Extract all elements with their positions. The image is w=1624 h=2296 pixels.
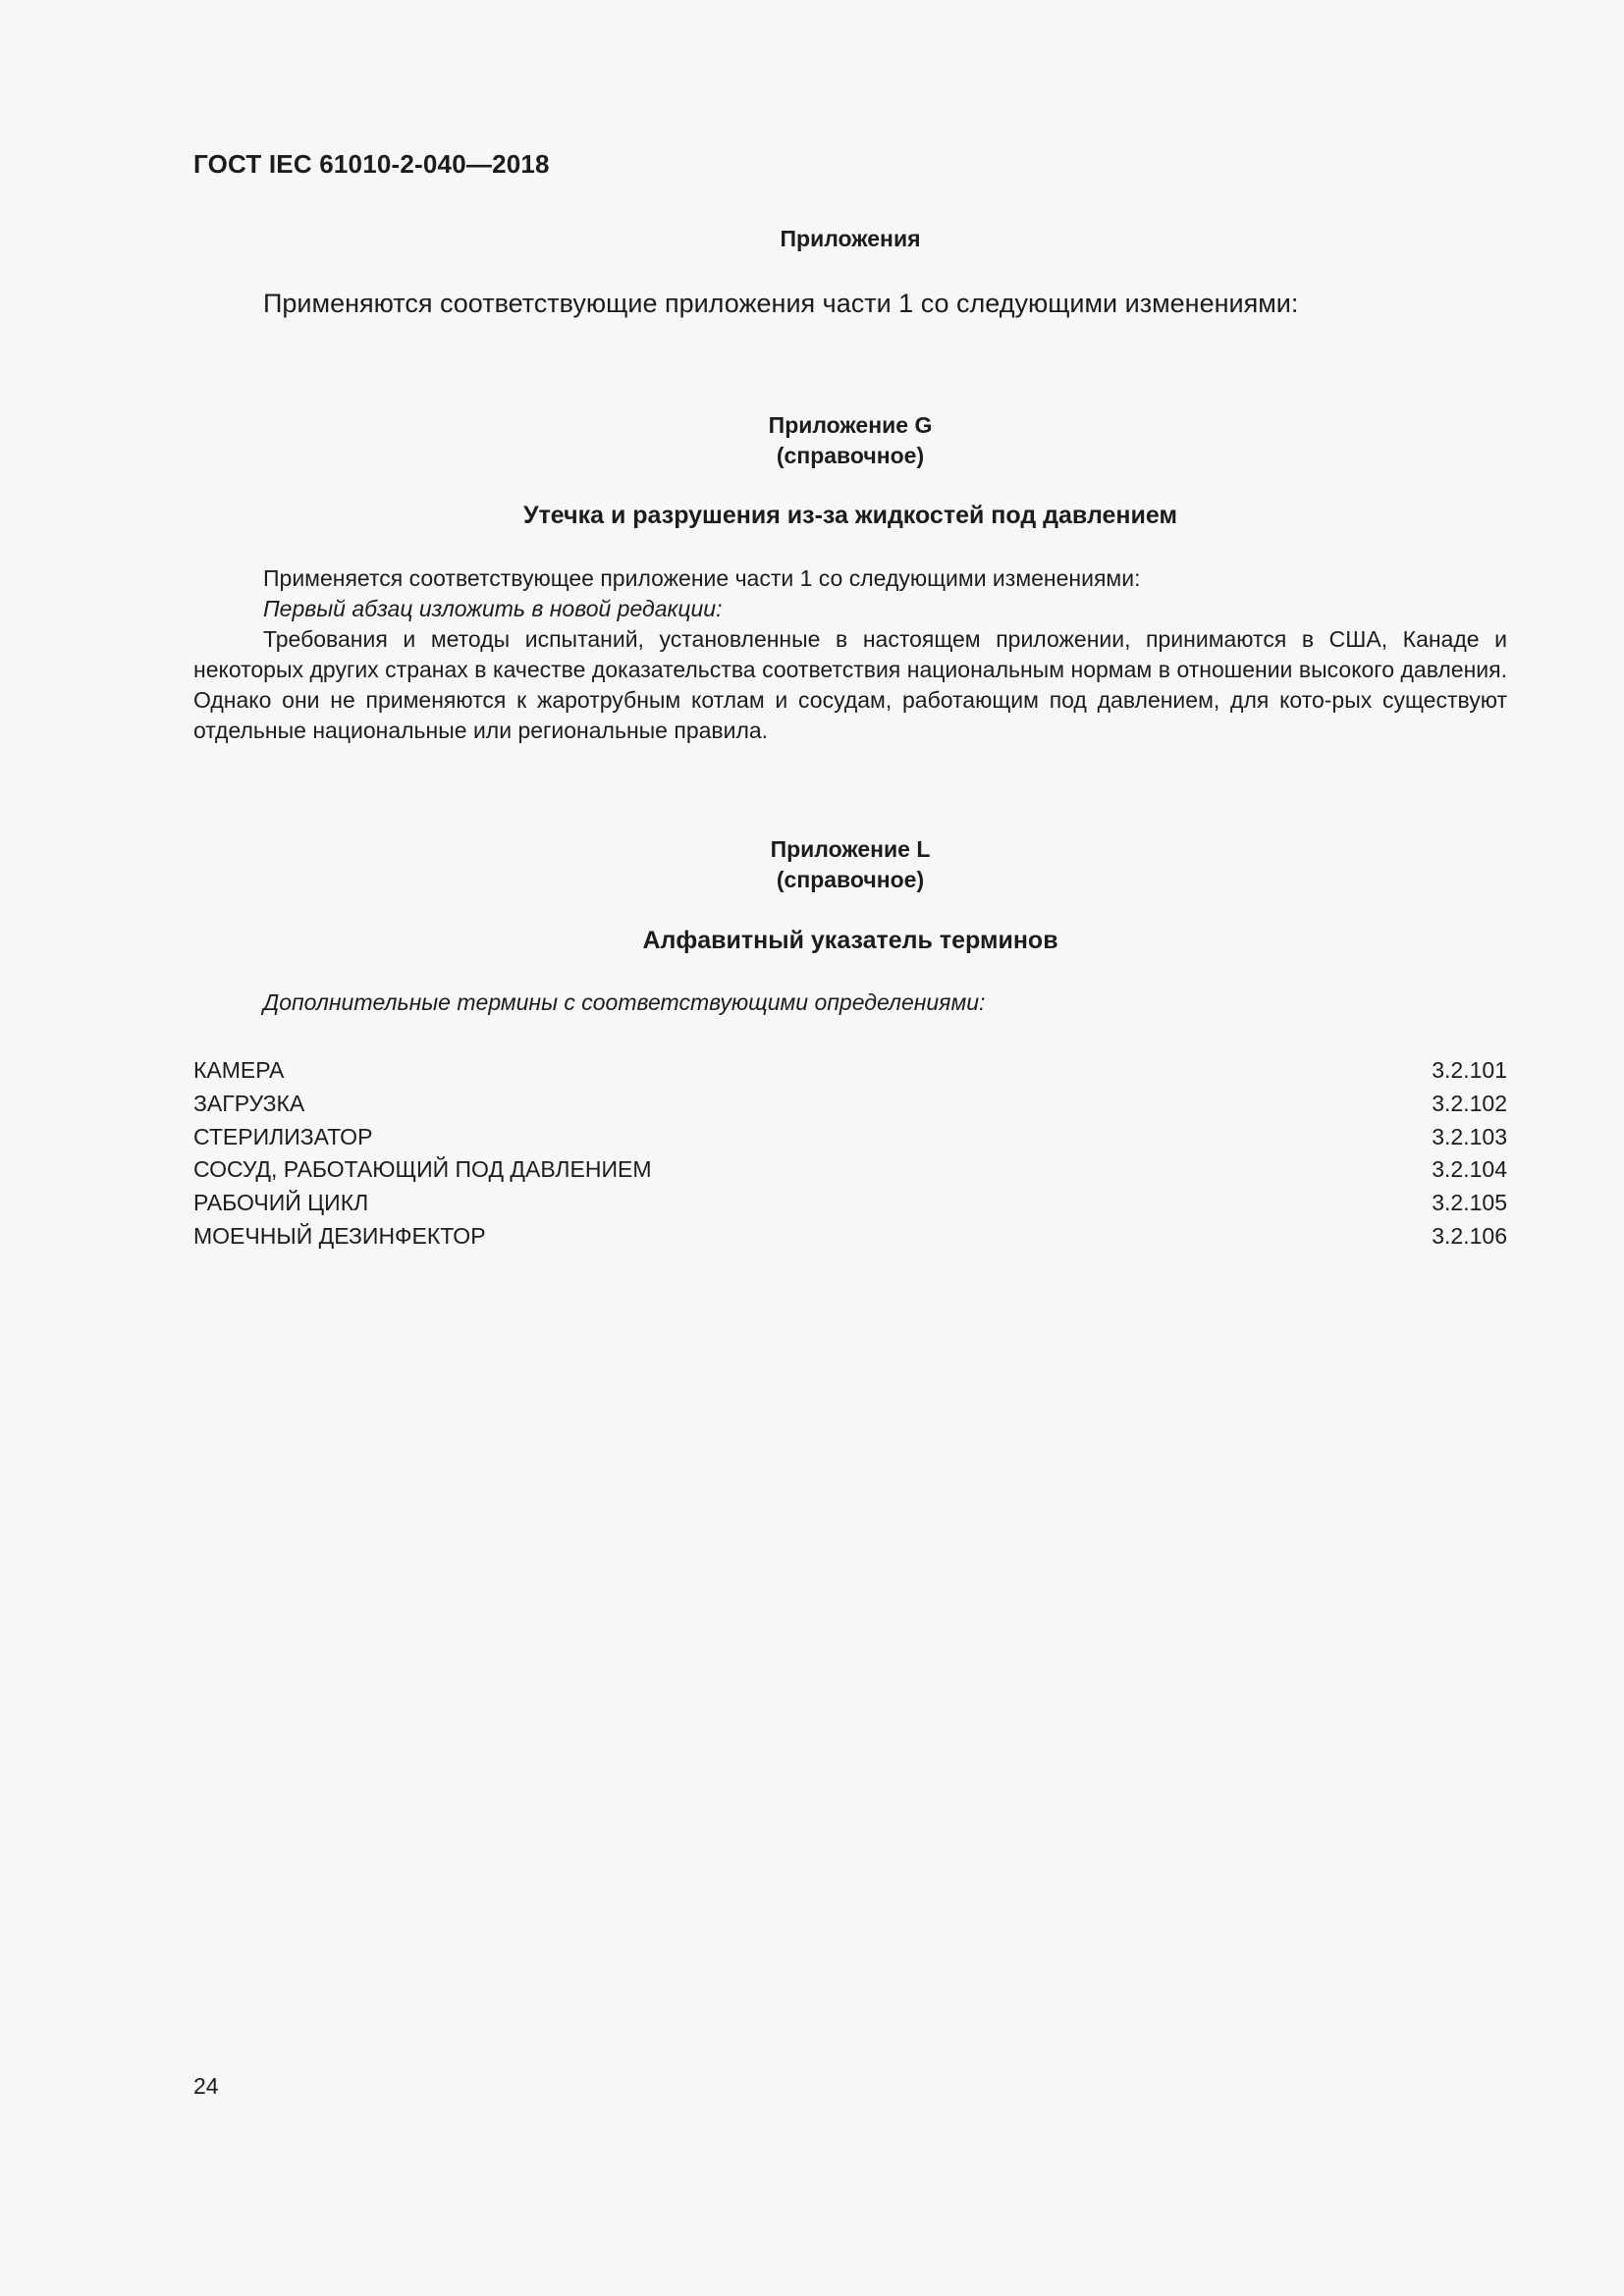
term-row xyxy=(193,1054,1507,1088)
appendices-intro: Применяются соответствующие приложения части 1 со следующими изменениями: xyxy=(263,289,1299,318)
term-ref: 3.2.103 xyxy=(1432,1123,1507,1149)
term-name: СТЕРИЛИЗАТОР xyxy=(193,1123,373,1149)
appendix-l-label: Приложение L xyxy=(770,836,931,862)
appendix-l-intro: Дополнительные термины с соответствующими определениями: xyxy=(263,989,986,1015)
term-ref: 3.2.102 xyxy=(1432,1090,1507,1116)
appendix-l-title-block xyxy=(193,834,1507,895)
appendix-g-line1: Применяется соответствующее приложение части 1 со следующими изменениями: xyxy=(263,565,1141,591)
term-ref: 3.2.106 xyxy=(1432,1222,1507,1249)
term-ref: 3.2.105 xyxy=(1432,1190,1507,1216)
appendix-l-heading: Алфавитный указатель терминов xyxy=(642,927,1058,954)
appendix-g-line2: Первый абзац изложить в новой редакции: xyxy=(263,596,723,621)
term-row xyxy=(193,1187,1507,1220)
appendix-g-paragraph: Требования и методы испытаний, установленные в настоящем приложении, принимаются в США, Канаде и некоторых других странах в качестве доказательства соответствия национальным нормам в отношении высокого давления. Однако они не применяются к жаротрубным котлам и сосудам, работающим под давлением, для кото-рых существуют отдельные национальные или региональные правила. xyxy=(193,626,1507,743)
term-name: СОСУД, РАБОТАЮЩИЙ ПОД ДАВЛЕНИЕМ xyxy=(193,1156,652,1183)
appendix-g-label: Приложение G xyxy=(768,412,933,438)
term-row xyxy=(193,1121,1507,1154)
term-ref: 3.2.101 xyxy=(1432,1057,1507,1083)
appendices-heading: Приложения xyxy=(780,226,921,251)
term-row xyxy=(193,1153,1507,1187)
appendix-g-title-block xyxy=(193,410,1507,471)
appendix-l-type: (справочное) xyxy=(776,867,925,892)
document-title: ГОСТ IEC 61010-2-040—2018 xyxy=(193,149,550,179)
term-name: МОЕЧНЫЙ ДЕЗИНФЕКТОР xyxy=(193,1222,486,1249)
term-name: КАМЕРА xyxy=(193,1057,285,1083)
appendix-g-body xyxy=(193,563,1507,746)
appendix-g-heading: Утечка и разрушения из-за жидкостей под давлением xyxy=(523,502,1177,529)
term-row xyxy=(193,1220,1507,1254)
term-row xyxy=(193,1088,1507,1121)
term-index-list xyxy=(193,1054,1507,1254)
page-number: 24 xyxy=(193,2073,219,2099)
term-name: РАБОЧИЙ ЦИКЛ xyxy=(193,1190,369,1216)
term-name: ЗАГРУЗКА xyxy=(193,1090,305,1116)
appendix-g-type: (справочное) xyxy=(776,443,925,468)
term-ref: 3.2.104 xyxy=(1432,1156,1507,1183)
